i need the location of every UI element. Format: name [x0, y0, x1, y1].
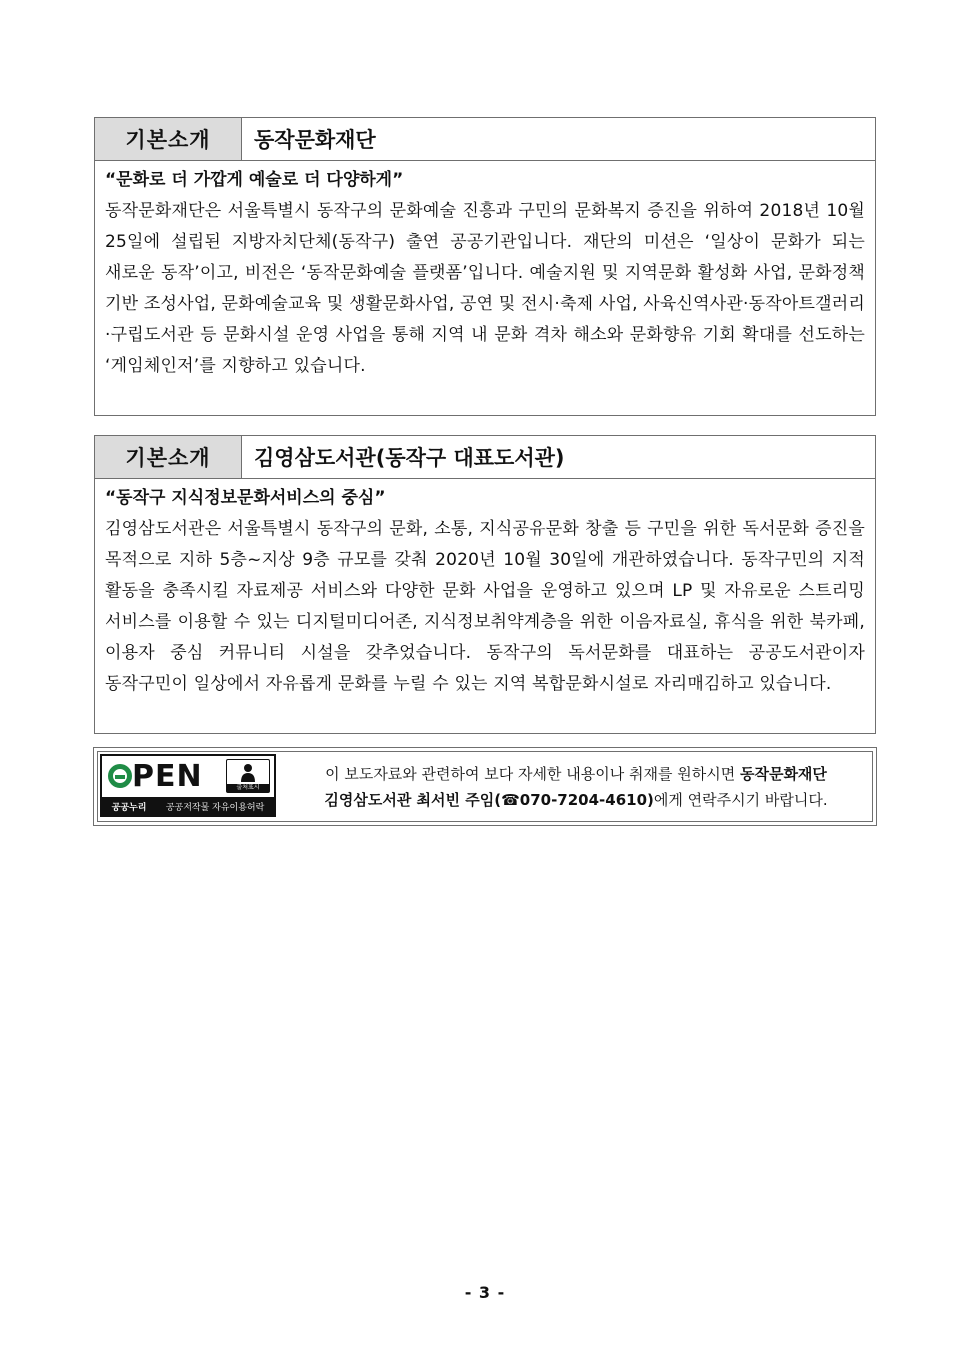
contact-line-1	[282, 761, 870, 787]
section-label: 기본소개	[95, 436, 242, 478]
contact-person: 김영삼도서관 최서빈 주임(☎070-7204-4610)	[324, 791, 654, 809]
section-body	[95, 479, 875, 706]
section-label: 기본소개	[95, 118, 242, 160]
section-paragraph: 동작문화재단은 서울특별시 동작구의 문화예술 진흥과 구민의 문화복지 증진을 위하여 2018년 10월 25일에 설립된 지방자치단체(동작구) 출연 공공기관입니다. 재단의 미션은 ‘일상이 문화가 되는 새로운 동작’이고, 비전은 ‘동작문화예술 플랫폼’입니다. 예술지원 및 지역문화 활성화 사업, 문화정책 기반 조성사업, 문화예술교육 및 생활문화사업, 공연 및 전시·축제 사업, 사육신역사관·동작아트갤러리·구립도서관 등 문화시설 운영 사업을 통해 지역 내 문화 격차 해소와 문화향유 기회 확대를 선도하는 ‘게임체인저’를 지향하고 있습니다.	[105, 201, 865, 376]
contact-line-2	[282, 787, 870, 813]
kogl-word: PEN	[132, 759, 203, 794]
section-body	[95, 161, 875, 388]
kogl-open-wordmark	[108, 760, 203, 794]
section-slogan: “동작구 지식정보문화서비스의 중심”	[105, 488, 386, 508]
kogl-bar-left: 공공누리	[111, 802, 147, 813]
section-paragraph: 김영삼도서관은 서울특별시 동작구의 문화, 소통, 지식공유문화 창출 등 구민을 위한 독서문화 증진을 목적으로 지하 5층~지상 9층 규모를 갖춰 2020년 10월 30일에 개관하였습니다. 동작구민의 지적 활동을 충족시킬 자료제공 서비스와 다양한 문화 사업을 운영하고 있으며 LP 및 자유로운 스트리밍 서비스를 이용할 수 있는 디지털미디어존, 지식정보취약계층을 위한 이음자료실, 휴식을 위한 북카페, 이용자 중심 커뮤니티 시설을 갖추었습니다. 동작구의 독서문화를 대표하는 공공도서관이자 동작구민이 일상에서 자유롭게 문화를 누릴 수 있는 지역 복합문화시설로 자리매김하고 있습니다.	[105, 519, 865, 694]
contact-organization: 동작문화재단	[739, 765, 827, 783]
section-library	[94, 435, 876, 734]
kogl-bar-right: 공공저작물 자유이용허락	[165, 802, 265, 813]
kogl-bar	[102, 797, 274, 815]
kogl-open-logo	[100, 754, 276, 817]
person-icon	[240, 763, 256, 783]
contact-text	[282, 761, 870, 813]
section-title: 동작문화재단	[254, 128, 376, 152]
contact-box	[93, 747, 877, 826]
contact-line-2-suffix: 에게 연락주시기 바랍니다.	[653, 791, 828, 809]
contact-line-1-prefix: 이 보도자료와 관련하여 보다 자세한 내용이나 취재를 원하시면	[325, 765, 740, 783]
section-slogan: “문화로 더 가깝게 예술로 더 다양하게”	[105, 170, 404, 190]
section-foundation	[94, 117, 876, 416]
kogl-o-icon	[108, 764, 132, 788]
section-header	[95, 436, 875, 479]
section-title: 김영삼도서관(동작구 대표도서관)	[254, 446, 565, 470]
section-header	[95, 118, 875, 161]
attribution-badge-text: 출처표시	[227, 784, 269, 792]
attribution-badge	[226, 759, 270, 793]
page-number: - 3 -	[464, 1283, 506, 1302]
